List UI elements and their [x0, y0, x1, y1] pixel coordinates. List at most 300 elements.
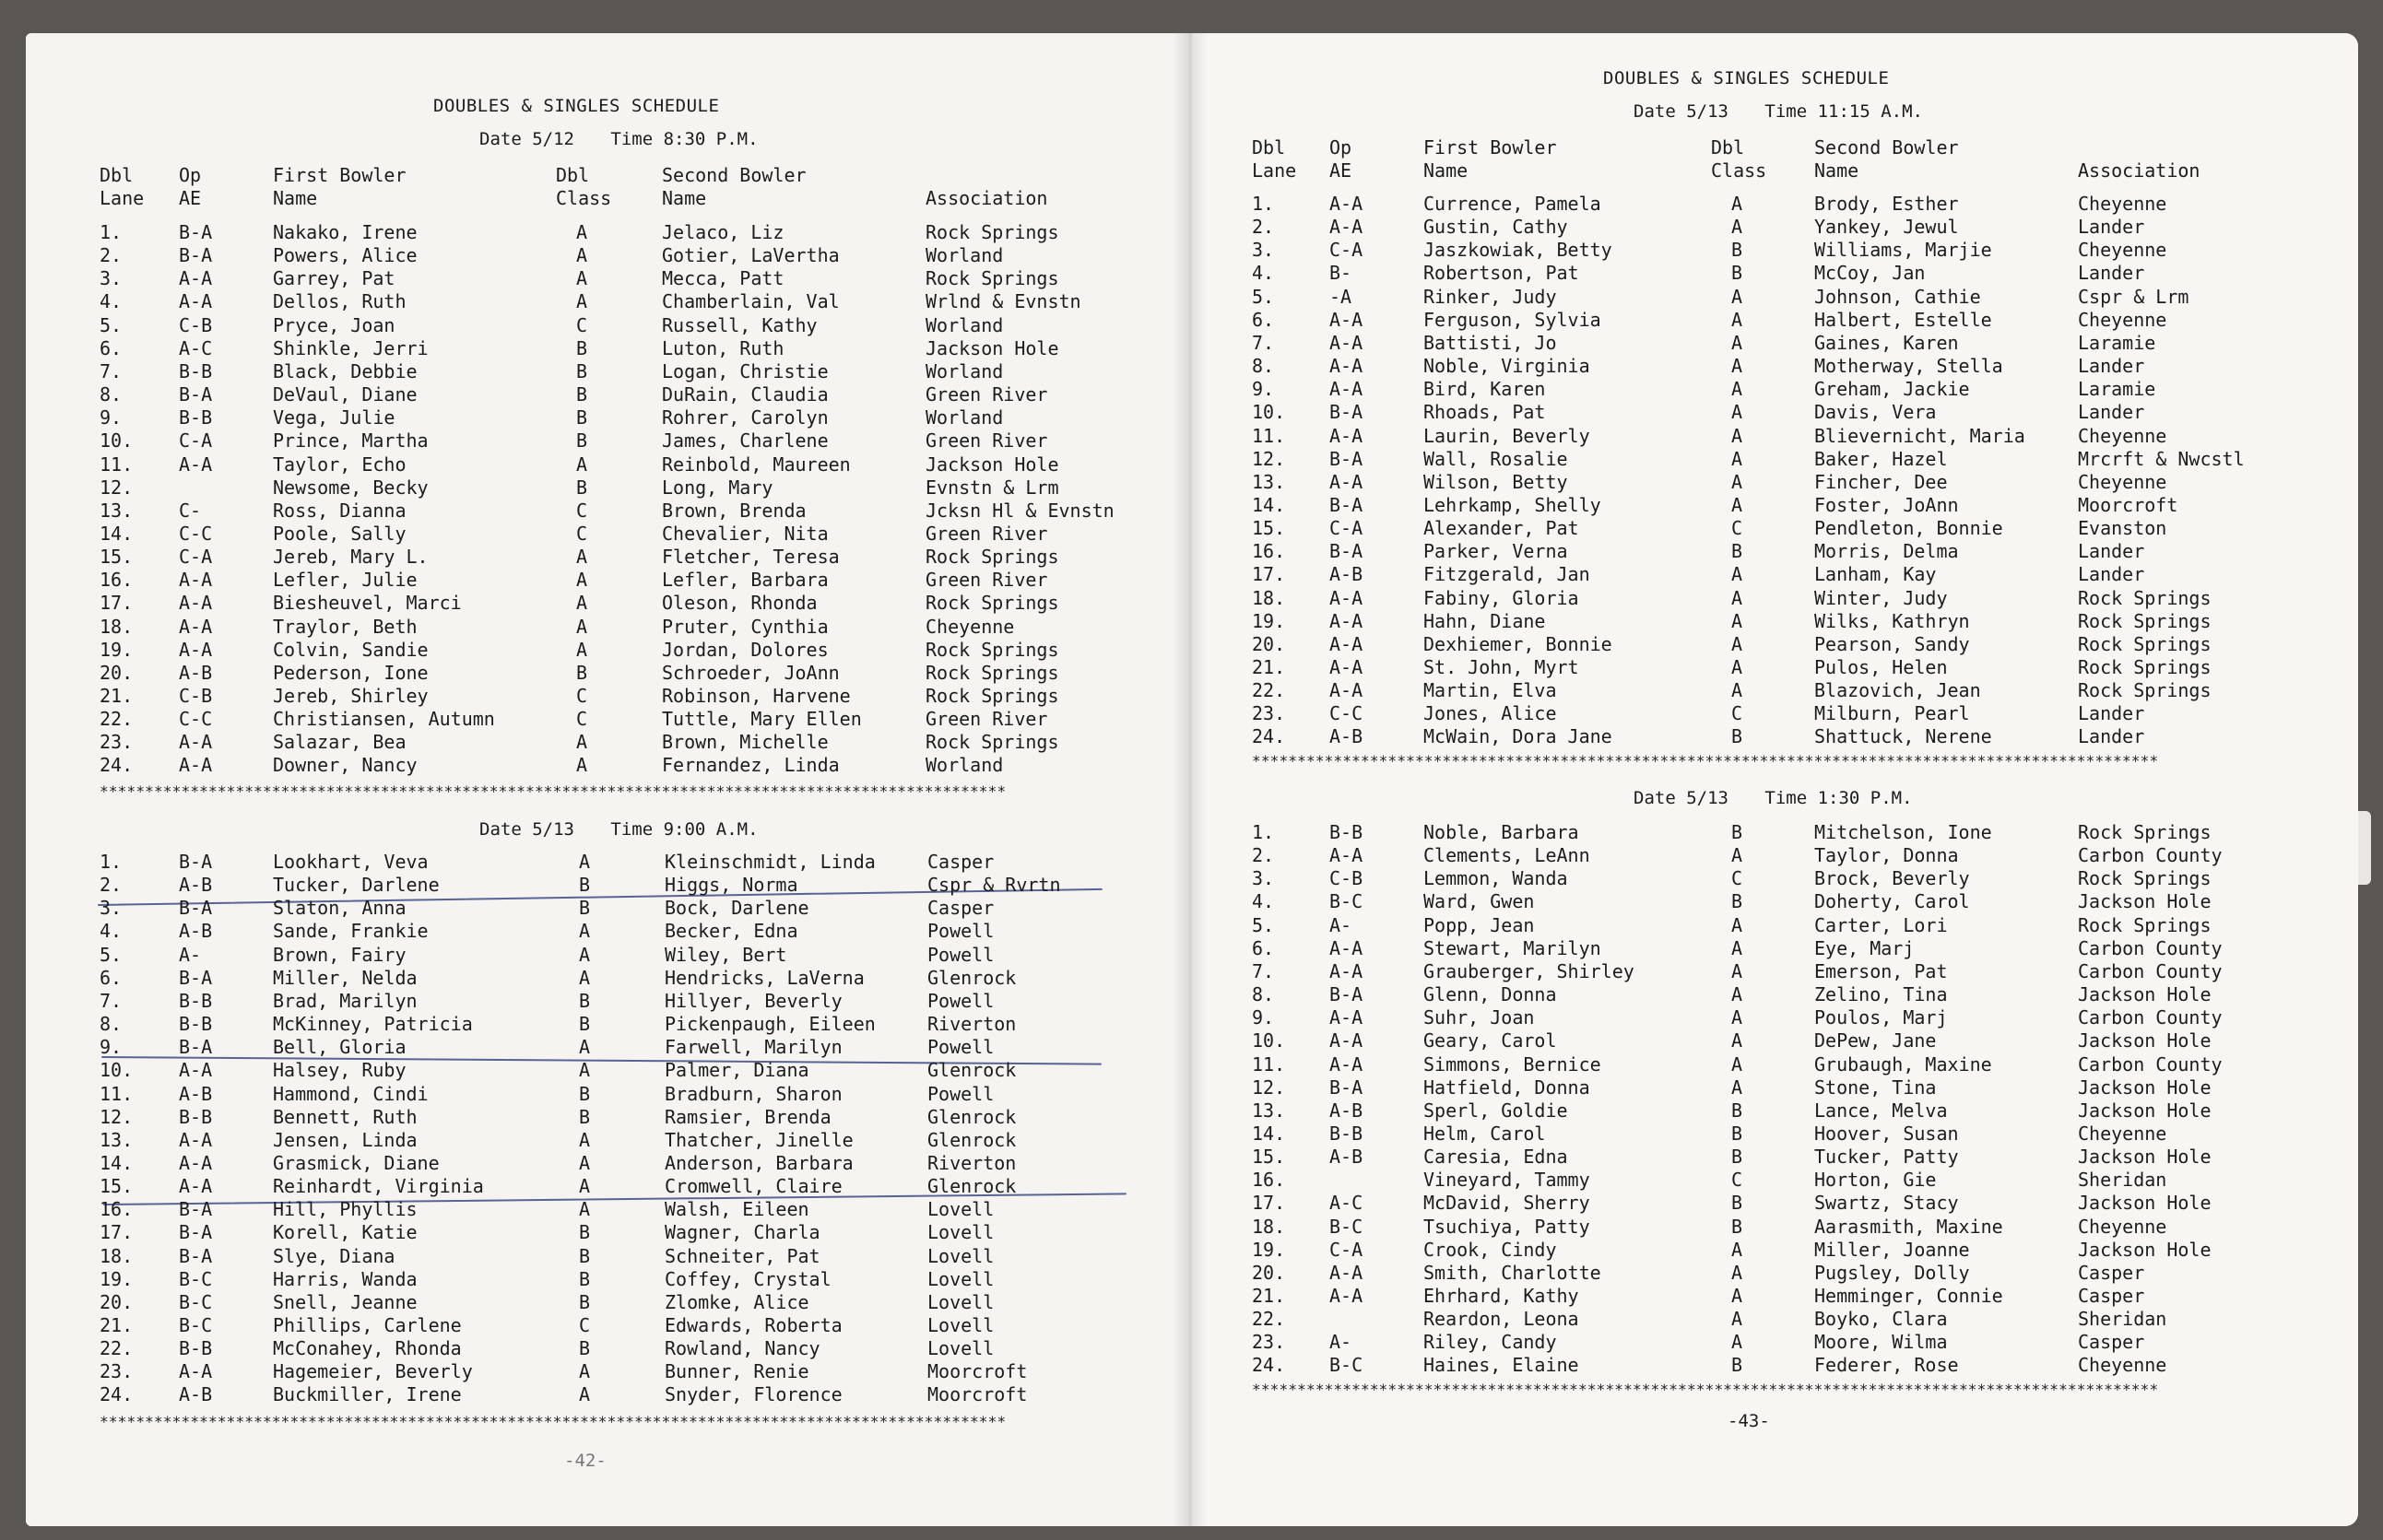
association: Rock Springs	[926, 685, 1059, 707]
dbl-class: B	[1731, 262, 1743, 285]
second-bowler: Rohrer, Carolyn	[662, 406, 829, 429]
first-bowler: Buckmiller, Irene	[273, 1383, 462, 1406]
second-bowler: Wiley, Bert	[665, 943, 787, 966]
lane-number: 16.	[1252, 540, 1286, 563]
association: Lovell	[927, 1290, 995, 1313]
first-bowler: Popp, Jean	[1423, 913, 1535, 936]
second-bowler: Becker, Edna	[665, 920, 798, 943]
first-bowler: St. John, Myrt	[1423, 656, 1579, 678]
dbl-class: A	[579, 1036, 591, 1059]
second-bowler: Walsh, Eileen	[665, 1198, 809, 1221]
lane-number: 6.	[100, 336, 123, 359]
second-bowler: Lance, Melva	[1814, 1099, 1948, 1122]
lane-number: 18.	[1252, 1215, 1286, 1238]
first-bowler: Gustin, Cathy	[1423, 216, 1568, 239]
schedule-heading	[1634, 101, 1923, 122]
header-second-bowler: Second Bowler Name	[1814, 136, 1959, 182]
association: Worland	[926, 406, 1004, 429]
first-bowler: Downer, Nancy	[273, 754, 418, 777]
op-ae: C-A	[1329, 517, 1363, 540]
lane-number: 13.	[100, 499, 134, 522]
dbl-class: B	[1731, 821, 1743, 843]
dbl-class: A	[1731, 1285, 1743, 1307]
first-bowler: Martin, Elva	[1423, 679, 1557, 702]
association: Powell	[927, 1082, 995, 1105]
second-bowler: Snyder, Florence	[665, 1383, 843, 1406]
lane-number: 17.	[1252, 1192, 1286, 1215]
second-bowler: Lanham, Kay	[1814, 563, 1937, 586]
association: Lander	[2078, 355, 2145, 378]
second-bowler: Swartz, Stacy	[1814, 1192, 1959, 1215]
op-ae: A-A	[1329, 470, 1363, 493]
first-bowler: Grasmick, Diane	[273, 1151, 440, 1174]
lane-number: 18.	[1252, 586, 1286, 609]
first-bowler: Helm, Carol	[1423, 1122, 1546, 1145]
op-ae: A-A	[179, 731, 213, 754]
op-ae: A-A	[1329, 844, 1363, 867]
op-ae: A-A	[179, 592, 213, 615]
op-ae: A-A	[179, 453, 213, 476]
first-bowler: Tsuchiya, Patty	[1423, 1215, 1590, 1238]
association: Cspr & Rvrtn	[927, 874, 1061, 897]
op-ae: C-A	[1329, 1238, 1363, 1261]
dbl-class: A	[579, 851, 591, 873]
first-bowler: Poole, Sally	[273, 522, 407, 545]
dbl-class: A	[1731, 563, 1743, 586]
second-bowler: Blazovich, Jean	[1814, 679, 1981, 702]
dbl-class: B	[576, 429, 588, 453]
first-bowler: Wilson, Betty	[1423, 470, 1568, 493]
association: Jackson Hole	[2078, 1099, 2212, 1122]
association: Rock Springs	[2078, 609, 2212, 632]
first-bowler: Colvin, Sandie	[273, 638, 429, 661]
dbl-class: A	[1731, 1308, 1743, 1331]
association: Rock Springs	[926, 221, 1059, 243]
op-ae: B-A	[179, 1244, 213, 1267]
association: Glenrock	[927, 1175, 1017, 1198]
first-bowler: Garrey, Pat	[273, 267, 395, 290]
second-bowler: Oleson, Rhonda	[662, 592, 818, 615]
dbl-class: A	[579, 1360, 591, 1383]
second-bowler: Kleinschmidt, Linda	[665, 851, 876, 873]
lane-number: 1.	[100, 221, 123, 243]
association: Jackson Hole	[2078, 983, 2212, 1006]
first-bowler: Snell, Jeanne	[273, 1290, 418, 1313]
schedule-time: Time 11:15 A.M.	[1764, 101, 1923, 122]
dbl-class: A	[579, 1383, 591, 1406]
second-bowler: Brown, Brenda	[662, 499, 807, 522]
op-ae: B-C	[1329, 1215, 1363, 1238]
first-bowler: Jensen, Linda	[273, 1128, 418, 1151]
op-ae: C-B	[179, 685, 213, 707]
header-lane: Dbl Lane	[1252, 136, 1297, 182]
dbl-class: C	[1731, 517, 1743, 540]
op-ae: A-A	[179, 1059, 213, 1082]
header-op: Op AE	[179, 164, 202, 209]
dbl-class: A	[576, 592, 588, 615]
second-bowler: Johnson, Cathie	[1814, 285, 1981, 308]
op-ae: B-B	[179, 1105, 213, 1128]
first-bowler: Geary, Carol	[1423, 1029, 1557, 1052]
op-ae: A-A	[179, 1151, 213, 1174]
first-bowler: Sande, Frankie	[273, 920, 429, 943]
op-ae: A-A	[1329, 656, 1363, 678]
first-bowler: Pederson, Ione	[273, 661, 429, 684]
first-bowler: Christiansen, Autumn	[273, 708, 495, 731]
first-bowler: Vega, Julie	[273, 406, 395, 429]
association: Jackson Hole	[926, 336, 1059, 359]
first-bowler: Hahn, Diane	[1423, 609, 1546, 632]
dbl-class: A	[579, 1175, 591, 1198]
association: Glenrock	[927, 1128, 1017, 1151]
dbl-class: B	[579, 1221, 591, 1244]
second-bowler: Motherway, Stella	[1814, 355, 2003, 378]
schedule-heading	[479, 129, 759, 149]
first-bowler: Rinker, Judy	[1423, 285, 1557, 308]
op-ae: B-	[1329, 262, 1352, 285]
association: Lovell	[927, 1244, 995, 1267]
op-ae: A-A	[179, 1360, 213, 1383]
dbl-class: A	[1731, 913, 1743, 936]
lane-number: 17.	[100, 592, 134, 615]
dbl-class: A	[1731, 1331, 1743, 1354]
lane-number: 12.	[100, 476, 134, 499]
lane-number: 2.	[100, 874, 123, 897]
dbl-class: A	[576, 453, 588, 476]
lane-number: 8.	[1252, 355, 1275, 378]
dbl-class: A	[1731, 1238, 1743, 1261]
lane-number: 8.	[100, 1013, 123, 1036]
op-ae: A-A	[1329, 1052, 1363, 1076]
second-bowler: Moore, Wilma	[1814, 1331, 1948, 1354]
association: Cheyenne	[2078, 193, 2167, 215]
lane-number: 24.	[1252, 1354, 1286, 1377]
dbl-class: B	[579, 1337, 591, 1360]
second-bowler: Federer, Rose	[1814, 1354, 1959, 1377]
lane-number: 15.	[100, 546, 134, 569]
op-ae: C-A	[179, 546, 213, 569]
second-bowler: Yankey, Jewul	[1814, 216, 1959, 239]
second-bowler: Farwell, Marilyn	[665, 1036, 843, 1059]
second-bowler: Zelino, Tina	[1814, 983, 1948, 1006]
first-bowler: Jaszkowiak, Betty	[1423, 239, 1612, 262]
dbl-class: B	[1731, 1192, 1743, 1215]
lane-number: 14.	[100, 522, 134, 545]
op-ae: A-A	[1329, 331, 1363, 354]
second-bowler: James, Charlene	[662, 429, 829, 453]
page-number: -42-	[564, 1451, 607, 1471]
lane-number: 16.	[1252, 1169, 1286, 1192]
second-bowler: Robinson, Harvene	[662, 685, 851, 707]
second-bowler: Coffey, Crystal	[665, 1267, 832, 1290]
lane-number: 22.	[100, 1337, 134, 1360]
dbl-class: B	[1731, 1215, 1743, 1238]
second-bowler: Pruter, Cynthia	[662, 615, 829, 638]
schedule-time: Time 1:30 P.M.	[1764, 788, 1913, 808]
op-ae: B-A	[179, 966, 213, 989]
op-ae: B-B	[179, 359, 213, 382]
op-ae: A-	[1329, 1331, 1352, 1354]
association: Moorcroft	[2078, 493, 2178, 516]
op-ae: A-A	[1329, 586, 1363, 609]
association: Cheyenne	[2078, 308, 2167, 331]
op-ae: B-B	[1329, 1122, 1363, 1145]
first-bowler: Lehrkamp, Shelly	[1423, 493, 1601, 516]
dbl-class: A	[579, 1198, 591, 1221]
dbl-class: B	[579, 1013, 591, 1036]
first-bowler: Prince, Martha	[273, 429, 429, 453]
op-ae: A-A	[1329, 355, 1363, 378]
lane-number: 19.	[100, 638, 134, 661]
first-bowler: Suhr, Joan	[1423, 1006, 1535, 1029]
op-ae: B-A	[179, 1198, 213, 1221]
op-ae: A-A	[179, 290, 213, 313]
dbl-class: B	[579, 1082, 591, 1105]
association: Lander	[2078, 216, 2145, 239]
lane-number: 23.	[1252, 702, 1286, 725]
dbl-class: A	[576, 267, 588, 290]
dbl-class: A	[1731, 632, 1743, 655]
dbl-class: B	[579, 989, 591, 1012]
second-bowler: Jelaco, Liz	[662, 221, 785, 243]
op-ae: A-C	[179, 336, 213, 359]
first-bowler: Brown, Fairy	[273, 943, 407, 966]
second-bowler: Winter, Judy	[1814, 586, 1948, 609]
first-bowler: Powers, Alice	[273, 244, 418, 267]
dbl-class: A	[1731, 308, 1743, 331]
op-ae: A-A	[179, 615, 213, 638]
lane-number: 2.	[1252, 216, 1275, 239]
dbl-class: A	[1731, 679, 1743, 702]
second-bowler: Ramsier, Brenda	[665, 1105, 832, 1128]
first-bowler: Glenn, Donna	[1423, 983, 1557, 1006]
dbl-class: B	[1731, 1099, 1743, 1122]
op-ae: C-B	[1329, 867, 1363, 890]
association: Rock Springs	[2078, 913, 2212, 936]
association: Rock Springs	[2078, 586, 2212, 609]
second-bowler: Palmer, Diana	[665, 1059, 809, 1082]
dbl-class: A	[576, 290, 588, 313]
association: Worland	[926, 359, 1004, 382]
first-bowler: McKinney, Patricia	[273, 1013, 473, 1036]
first-bowler: Ward, Gwen	[1423, 890, 1535, 913]
lane-number: 18.	[100, 615, 134, 638]
association: Carbon County	[2078, 1006, 2223, 1029]
dbl-class: A	[1731, 1006, 1743, 1029]
lane-number: 4.	[100, 290, 123, 313]
lane-number: 6.	[100, 966, 123, 989]
association: Jackson Hole	[2078, 1146, 2212, 1169]
dbl-class: A	[1731, 424, 1743, 447]
header-first-bowler: First Bowler Name	[273, 164, 407, 209]
association: Lander	[2078, 401, 2145, 424]
dbl-class: A	[1731, 401, 1743, 424]
dbl-class: A	[576, 638, 588, 661]
op-ae: B-C	[179, 1314, 213, 1336]
dbl-class: B	[1731, 890, 1743, 913]
op-ae: A-A	[1329, 308, 1363, 331]
header-association: Association	[2078, 159, 2200, 182]
second-bowler: Fletcher, Teresa	[662, 546, 840, 569]
second-bowler: Aarasmith, Maxine	[1814, 1215, 2003, 1238]
second-bowler: Mecca, Patt	[662, 267, 785, 290]
op-ae: B-A	[179, 221, 213, 243]
association: Jackson Hole	[2078, 1029, 2212, 1052]
association: Powell	[927, 920, 995, 943]
dbl-class: B	[579, 874, 591, 897]
dbl-class: A	[579, 1059, 591, 1082]
op-ae: B-A	[179, 383, 213, 406]
association: Cheyenne	[2078, 470, 2167, 493]
association: Cheyenne	[2078, 1215, 2167, 1238]
op-ae: A-A	[1329, 959, 1363, 982]
dbl-class: A	[576, 731, 588, 754]
op-ae: B-C	[179, 1290, 213, 1313]
second-bowler: Miller, Joanne	[1814, 1238, 1970, 1261]
dbl-class: A	[579, 1151, 591, 1174]
op-ae: B-B	[179, 406, 213, 429]
association: Casper	[927, 851, 995, 873]
lane-number: 1.	[1252, 821, 1275, 843]
op-ae: B-B	[179, 1013, 213, 1036]
lane-number: 9.	[1252, 1006, 1275, 1029]
first-bowler: Parker, Verna	[1423, 540, 1568, 563]
first-bowler: Rhoads, Pat	[1423, 401, 1546, 424]
association: Glenrock	[927, 1059, 1017, 1082]
second-bowler: Horton, Gie	[1814, 1169, 1937, 1192]
second-bowler: Pugsley, Dolly	[1814, 1261, 1970, 1284]
second-bowler: DuRain, Claudia	[662, 383, 829, 406]
lane-number: 3.	[100, 267, 123, 290]
association: Jackson Hole	[2078, 890, 2212, 913]
first-bowler: Clements, LeAnn	[1423, 844, 1590, 867]
second-bowler: Pearson, Sandy	[1814, 632, 1970, 655]
first-bowler: Simmons, Bernice	[1423, 1052, 1601, 1076]
first-bowler: Lemmon, Wanda	[1423, 867, 1568, 890]
second-bowler: Morris, Delma	[1814, 540, 1959, 563]
second-bowler: Foster, JoAnn	[1814, 493, 1959, 516]
association: Lovell	[927, 1267, 995, 1290]
association: Rock Springs	[2078, 632, 2212, 655]
dbl-class: A	[1731, 470, 1743, 493]
first-bowler: Noble, Virginia	[1423, 355, 1590, 378]
dbl-class: B	[579, 897, 591, 920]
first-bowler: Newsome, Becky	[273, 476, 429, 499]
schedule-heading	[479, 819, 759, 840]
second-bowler: Taylor, Donna	[1814, 844, 1959, 867]
association: Jcksn Hl & Evnstn	[926, 499, 1115, 522]
lane-number: 21.	[100, 1314, 134, 1336]
second-bowler: Boyko, Clara	[1814, 1308, 1948, 1331]
dbl-class: A	[1731, 1261, 1743, 1284]
association: Rock Springs	[926, 592, 1059, 615]
op-ae: A-A	[179, 1128, 213, 1151]
second-bowler: Edwards, Roberta	[665, 1314, 843, 1336]
lane-number: 7.	[1252, 331, 1275, 354]
op-ae: B-C	[1329, 1354, 1363, 1377]
dbl-class: A	[576, 615, 588, 638]
association: Cspr & Lrm	[2078, 285, 2189, 308]
association: Lovell	[927, 1337, 995, 1360]
first-bowler: Bird, Karen	[1423, 378, 1546, 401]
page-title: DOUBLES & SINGLES SCHEDULE	[433, 96, 720, 116]
association: Casper	[2078, 1285, 2145, 1307]
lane-number: 6.	[1252, 936, 1275, 959]
dbl-class: A	[1731, 1029, 1743, 1052]
second-bowler: Halbert, Estelle	[1814, 308, 1992, 331]
association: Lovell	[927, 1314, 995, 1336]
first-bowler: Dellos, Ruth	[273, 290, 407, 313]
first-bowler: Shinkle, Jerri	[273, 336, 429, 359]
op-ae: B-A	[1329, 401, 1363, 424]
dbl-class: B	[1731, 725, 1743, 748]
dbl-class: B	[579, 1290, 591, 1313]
association: Wrlnd & Evnstn	[926, 290, 1081, 313]
lane-number: 17.	[100, 1221, 134, 1244]
first-bowler: Ehrhard, Kathy	[1423, 1285, 1579, 1307]
dbl-class: A	[579, 943, 591, 966]
dbl-class: A	[1731, 586, 1743, 609]
first-bowler: Salazar, Bea	[273, 731, 407, 754]
dbl-class: A	[1731, 609, 1743, 632]
op-ae: A-B	[1329, 563, 1363, 586]
lane-number: 19.	[1252, 609, 1286, 632]
lane-number: 23.	[100, 1360, 134, 1383]
first-bowler: Lefler, Julie	[273, 569, 418, 592]
header-op: Op AE	[1329, 136, 1352, 182]
second-bowler: Logan, Christie	[662, 359, 829, 382]
lane-number: 8.	[1252, 983, 1275, 1006]
header-class: Dbl Class	[556, 164, 612, 209]
first-bowler: Fabiny, Gloria	[1423, 586, 1579, 609]
association: Jackson Hole	[2078, 1192, 2212, 1215]
second-bowler: DePew, Jane	[1814, 1029, 1937, 1052]
dbl-class: A	[1731, 193, 1743, 215]
lane-number: 10.	[100, 1059, 134, 1082]
dbl-class: B	[1731, 540, 1743, 563]
lane-number: 2.	[1252, 844, 1275, 867]
second-bowler: Chamberlain, Val	[662, 290, 840, 313]
association: Cheyenne	[2078, 424, 2167, 447]
association: Jackson Hole	[2078, 1076, 2212, 1099]
op-ae: B-A	[1329, 447, 1363, 470]
first-bowler: Tucker, Darlene	[273, 874, 440, 897]
lane-number: 5.	[1252, 285, 1275, 308]
op-ae: A-A	[179, 754, 213, 777]
lane-number: 23.	[100, 731, 134, 754]
lane-number: 24.	[100, 1383, 134, 1406]
first-bowler: Miller, Nelda	[273, 966, 418, 989]
dbl-class: B	[579, 1244, 591, 1267]
op-ae: A-A	[179, 638, 213, 661]
first-bowler: Currence, Pamela	[1423, 193, 1601, 215]
op-ae: A-A	[179, 569, 213, 592]
lane-number: 5.	[100, 943, 123, 966]
dbl-class: B	[1731, 1122, 1743, 1145]
separator-stars: ****************************************************************************************************	[1252, 752, 2159, 770]
op-ae: B-A	[179, 1036, 213, 1059]
lane-number: 19.	[100, 1267, 134, 1290]
association: Lander	[2078, 702, 2145, 725]
lane-number: 3.	[1252, 239, 1275, 262]
first-bowler: Harris, Wanda	[273, 1267, 418, 1290]
association: Casper	[2078, 1331, 2145, 1354]
header-second-bowler: Second Bowler Name	[662, 164, 807, 209]
dbl-class: C	[1731, 702, 1743, 725]
second-bowler: Jordan, Dolores	[662, 638, 829, 661]
dbl-class: A	[576, 244, 588, 267]
schedule-date: Date 5/12	[479, 129, 574, 149]
